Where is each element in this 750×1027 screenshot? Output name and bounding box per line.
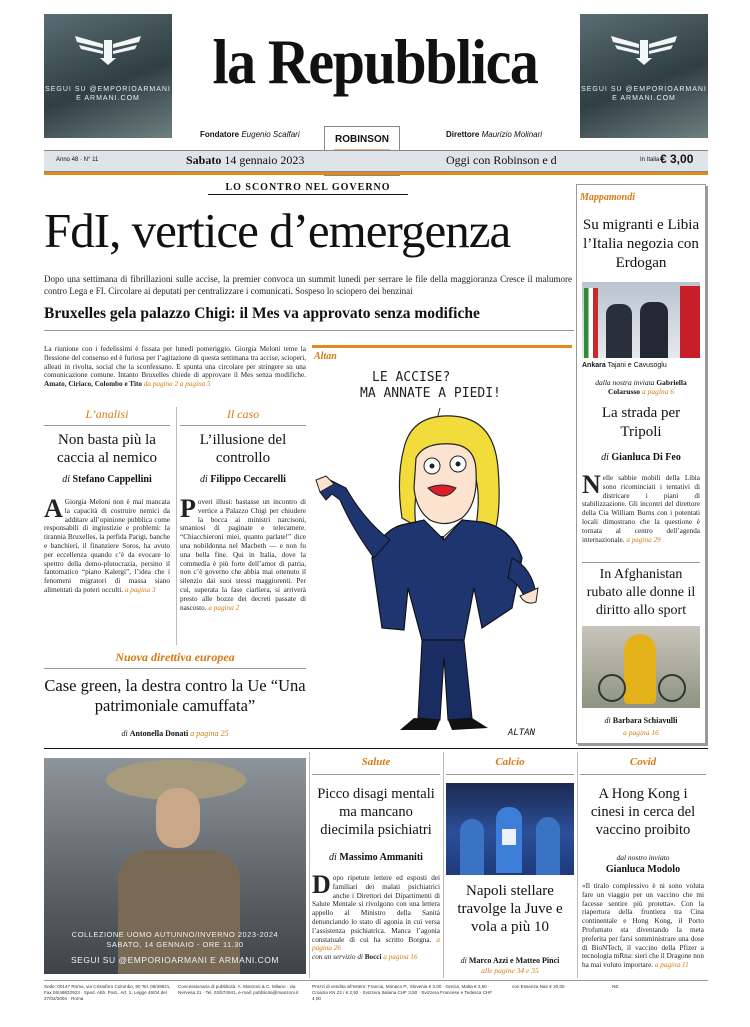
envoy-name[interactable]: Gabriella Colarusso — [607, 378, 687, 396]
cartoon-label: Altan — [314, 351, 337, 362]
robinson-logo-text: ROBINSON — [335, 134, 389, 145]
flag-turkey — [680, 286, 700, 358]
byline-prefix: di — [200, 474, 208, 485]
divider — [44, 425, 170, 426]
footer-contacts: Sede: 00147 Roma, via Cristoforo Colombo, 90 Tel. 06/49821, Fax 06/49822923 · Sped. Abb. Post., Art. 1, Legge 46/04 del 27/02/2004 · Roma — [44, 984, 171, 1001]
afghan-byline — [580, 716, 702, 725]
salute-kicker: Salute — [361, 756, 391, 768]
lead-kicker[interactable]: LO SCONTRO NEL GOVERNO — [225, 182, 391, 193]
column-divider — [577, 752, 578, 978]
lead-subhead[interactable]: Bruxelles gela palazzo Chigi: il Mes va approvato senza modifiche — [44, 305, 480, 322]
divider — [312, 774, 440, 775]
afghan-page-ref[interactable]: a pagina 16 — [623, 728, 659, 737]
woman-burqa — [624, 634, 656, 704]
photo-caption — [582, 362, 667, 369]
lead-headline[interactable]: FdI, vertice d’emergenza — [44, 203, 511, 258]
byline-prefix: di — [62, 474, 71, 485]
lead-summary: Dopo una settimana di fibrillazioni sulle accise, la premier convoca un summit lunedì per serrare le file della maggioranza Cresce il malumore contro Lega e FI. Circolare ai deputati per centralizzare i comunicati. Sospeso lo sciopero dei benzinai — [44, 274, 572, 296]
lead-body — [44, 345, 306, 389]
covid-page-ref[interactable]: a pagina 11 — [654, 961, 689, 970]
covid-body — [582, 882, 704, 970]
ad-date: SABATO, 14 GENNAIO - ORE 11.30 — [106, 940, 244, 949]
europa-author[interactable]: Antonella Donati — [129, 729, 189, 738]
covid-author[interactable]: Gianluca Modolo — [605, 864, 681, 875]
ad-site-text: E ARMANI.COM — [612, 95, 676, 102]
today-with[interactable]: Oggi con Robinson e d — [446, 153, 557, 167]
divider — [582, 562, 700, 563]
europa-byline — [44, 729, 306, 738]
person-right — [640, 302, 668, 358]
napoli-players-photo[interactable] — [446, 783, 574, 875]
europa-headline[interactable]: Case green, la destra contro la Ue “Una patrimoniale camuffata” — [44, 676, 306, 715]
director-line — [446, 130, 542, 139]
salute-author[interactable]: Massimo Ammaniti — [339, 852, 423, 863]
founder-label: Fondatore — [200, 130, 240, 139]
kicker-underline — [208, 194, 408, 195]
byline-prefix: di — [601, 452, 609, 463]
column-divider — [309, 752, 310, 978]
armani-ad-bottom[interactable] — [44, 758, 306, 974]
lead-authors-tail: e Tito — [124, 380, 142, 389]
divider — [580, 774, 706, 775]
dropcap: A — [44, 494, 63, 523]
lead-page-ref[interactable]: da pagina 2 a pagina 5 — [143, 380, 211, 389]
player-jersey-number — [502, 829, 516, 845]
cartoon-top-rule — [312, 345, 572, 348]
covid-kicker: Covid — [629, 756, 657, 768]
issue-date — [186, 153, 304, 168]
byline-prefix: di — [329, 852, 337, 863]
mappamondi-kicker: Mappamondi — [580, 192, 636, 203]
speech-line-1: LE ACCISE? — [372, 370, 451, 385]
bicycle — [598, 674, 626, 702]
salute-headline[interactable]: Picco disagi mentali ma mancano diecimila psichiatri — [317, 786, 435, 838]
model-face — [156, 788, 200, 848]
cartoon-signature: ALTAN — [508, 728, 536, 738]
salute-page-ref[interactable]: a pagina 26 — [312, 935, 441, 953]
director-name: Maurizio Molinari — [481, 130, 543, 139]
director-label: Direttore — [446, 130, 480, 139]
footer-code: NE — [612, 984, 619, 989]
footer-foreign-prices: Prezzi di vendita all’estero: Francia, Monaco P., Slovenia € 3,00 · Grecia, Malta € 3,50 · Croazia KN 22 / € 2,92 · Svizzera Italiana CHF 3,50 · Svizzera Francese e Tedesca CHF 4,00 — [312, 984, 493, 1001]
dropcap: N — [582, 470, 601, 499]
ad-follow: SEGUI SU @EMPORIOARMANI E ARMANI.COM — [71, 955, 279, 965]
armani-ad-top-right[interactable] — [580, 14, 708, 138]
date-bar — [44, 150, 708, 172]
player-left — [460, 819, 484, 875]
byline-prefix: di — [604, 716, 611, 725]
issue-number: Anno 48 · N° 11 — [56, 157, 99, 163]
divider — [44, 668, 306, 669]
mappamondi-headline[interactable]: Su migranti e Libia l’Italia negozia con Erdogan — [582, 217, 700, 271]
price: € 3,00 — [660, 152, 694, 166]
envoy-line: dal nostro inviato — [616, 853, 670, 862]
ad-follow-text: SEGUI SU @EMPORIOARMANI — [45, 86, 171, 93]
erdogan-meeting-photo[interactable] — [582, 282, 700, 358]
price-label: In Italia — [640, 157, 660, 163]
dropcap: D — [312, 870, 331, 899]
dropcap: P — [180, 494, 196, 523]
afghan-photo[interactable] — [582, 626, 700, 708]
caso-byline — [180, 474, 306, 485]
divider — [446, 774, 574, 775]
eagle-icon — [609, 32, 679, 66]
speech-line-2: MA ANNATE A PIEDI! — [360, 386, 501, 401]
newspaper-title[interactable]: la Repubblica — [212, 27, 538, 97]
ad-site-text: E ARMANI.COM — [76, 95, 140, 102]
caso-body — [180, 494, 306, 612]
column-divider — [443, 752, 444, 978]
envoy-line: dalla nostra inviata — [595, 378, 655, 387]
extra-page-ref[interactable]: a pagina 16 — [383, 953, 418, 962]
caption-place: Ankara — [582, 362, 606, 369]
europa-kicker: Nuova direttiva europea — [115, 650, 235, 664]
analisi-text: Giorgia Meloni non è mai mancata la capacità di costruire nemici da additare all’opinione pubblica come responsabili di ingiustizie e problemi: la tirannia Bruxelles, la perfida Parigi, banche e banchieri, il finanziere Soros, ha avuto per eccellenza quando c’è da evocare lo spettro della demo-plutocrazia, persino il fantomatico “piano Kalergi”, l’idea che i fenomeni migratori di massa siano alimentati da poteri occulti. — [44, 498, 170, 594]
afghan-headline[interactable]: In Afghanistan rubato alle donne il diritto allo sport — [586, 567, 696, 618]
lead-body-text: La riunione con i fedelissimi è fissata per lunedì pomeriggio. Giorgia Meloni teme la flessione del consenso ed è furiosa per l’agitazione di questa settimana tra accise, scioperi, alleati in rivolta, social che la sconfessano. E spunta una circolare per stringere su una comunicazione comune. Intanto Bruxelles chiede di approvare il Mes senza modifiche. — [44, 345, 306, 380]
date-text: 14 gennaio 2023 — [224, 153, 305, 167]
lead-authors: Amato, Ciriaco, Colombo — [44, 380, 123, 389]
salute-body — [312, 870, 441, 962]
footer-supplement: con Essenza Nair € 20,00 — [512, 984, 565, 989]
footer-advertising: Concessionaria di pubblicità: A. Manzoni & C. Milano · via Nervesa 21 · Tel. 02/574941, e-mail: pubblicita@manzoni.it — [178, 984, 299, 995]
ad-follow-text: SEGUI SU @EMPORIOARMANI — [581, 86, 707, 93]
cartoon-speech — [360, 370, 560, 402]
extra-author-prefix: con un servizio di — [312, 953, 363, 962]
extra-author[interactable]: Bocci — [364, 953, 382, 962]
analisi-author[interactable]: Stefano Cappellini — [72, 474, 152, 485]
orange-rule — [44, 172, 708, 175]
caso-author[interactable]: Filippo Ceccarelli — [210, 474, 286, 485]
flag-italy — [584, 288, 598, 358]
section-rule — [44, 748, 708, 749]
divider — [44, 330, 574, 331]
founder-name: Eugenio Scalfari — [241, 130, 300, 139]
caso-kicker: Il caso — [226, 407, 260, 421]
calcio-byline — [446, 956, 574, 965]
column-divider — [176, 407, 177, 645]
analisi-kicker: L’analisi — [85, 407, 129, 421]
analisi-body — [44, 494, 170, 595]
analisi-byline — [44, 474, 170, 485]
founder-line — [200, 130, 300, 139]
calcio-page-ref[interactable]: alle pagine 34 e 35 — [481, 966, 539, 975]
altan-cartoon-figure — [312, 408, 574, 744]
mappamondi-envoy — [580, 378, 702, 396]
armani-eagle-logo — [44, 32, 172, 73]
player-right — [536, 817, 560, 875]
caso-headline[interactable]: L’illusione del controllo — [199, 432, 287, 466]
caption-text: Tajani e Cavusoglu — [607, 362, 667, 369]
byline-prefix: di — [460, 956, 467, 965]
libya-text: elle sabbie mobili della Libia sono ricominciati i tentativi di districare i piani di stabilizzazione. Gli incontri del direttore della Cia William Burns con i potentati locali dimostrano che la questione è tornata al centro dell’agenda internazionale. — [582, 474, 700, 544]
europa-page-ref[interactable]: a pagina 25 — [190, 729, 229, 738]
bicycle-wheel — [658, 674, 686, 702]
footer-rule — [44, 980, 708, 981]
calcio-headline[interactable]: Napoli stellare travolge la Juve e vola a più 10 — [457, 883, 563, 935]
analisi-headline[interactable]: Non basta più la caccia al nemico — [57, 432, 157, 466]
armani-ad-top-left[interactable] — [44, 14, 172, 138]
covid-headline[interactable]: A Hong Kong i cinesi in cerca del vaccino proibito — [590, 786, 696, 838]
covid-byline — [580, 852, 706, 876]
libya-headline[interactable]: La strada per Tripoli — [601, 405, 681, 440]
analisi-page-ref[interactable]: a pagina 3 — [124, 585, 156, 594]
afghan-author[interactable]: Barbara Schiavulli — [612, 716, 678, 725]
byline-prefix: di — [121, 729, 128, 738]
libya-body — [582, 470, 700, 544]
envoy-page-ref[interactable]: a pagina 6 — [641, 387, 675, 396]
person-left — [606, 304, 632, 358]
salute-byline — [312, 852, 440, 863]
ad-collection: COLLEZIONE UOMO AUTUNNO/INVERNO 2023-2024 — [71, 930, 279, 939]
covid-text: «Il tiralo complessivo è ni sono voluta fare un viaggio per un vaccino che mi facesse sentire più protetta». Con la riapertura della frontiera tra Cina continentale e Hong Kong, il Porto Profumato sta diventando la meta preferita per farsi somministrare una dose di BioNTech, il vaccino della Pfizer a tecnologia mRna: sieri che il Dragone non ha mai voluto importare. — [582, 882, 704, 970]
calcio-kicker: Calcio — [495, 756, 525, 768]
calcio-author[interactable]: Marco Azzi e Matteo Pinci — [468, 956, 560, 965]
libya-byline — [580, 452, 702, 463]
libya-page-ref[interactable]: a pagina 29 — [626, 535, 661, 544]
caso-page-ref[interactable]: a pagina 2 — [208, 603, 240, 612]
salute-text: opo ripetute lettere ed esposti dei familiari dei malati psichiatrici anche i Direttori dei Dipartimenti di Salute Mentale si rivolgono con una lettera appello al Ministro della Sanità denunciando lo stato di agonia in cui versa l’assistenza psichiatrica. Manca l’agonia constatuale di cui ha scritto Borgna. — [312, 874, 440, 944]
date-day: Sabato — [186, 153, 222, 167]
caso-text: overi illusi: bastasse un incontro di vertice a Palazzo Chigi per chiudere la bocca ai ministri narcisoni, smaniosi di paginate e telecamere. “Chiacchieroni miei, quanto parlate!” dice una nobildonna nel Macbeth — e non fu una bella fine. Qui in Italia, dove la commedia è più forte dell’amor di patria, non c’è governo che abbia mai ottenuto il silenzio dai suoi stessi maggiorenti. Per cui, superata la fase ciarliera, si arriverà presto alle bozze dei decreti passate di nascosto. — [180, 498, 306, 612]
divider — [180, 425, 306, 426]
eagle-icon — [73, 32, 143, 66]
libya-author[interactable]: Gianluca Di Feo — [611, 452, 681, 463]
armani-eagle-logo — [580, 32, 708, 73]
